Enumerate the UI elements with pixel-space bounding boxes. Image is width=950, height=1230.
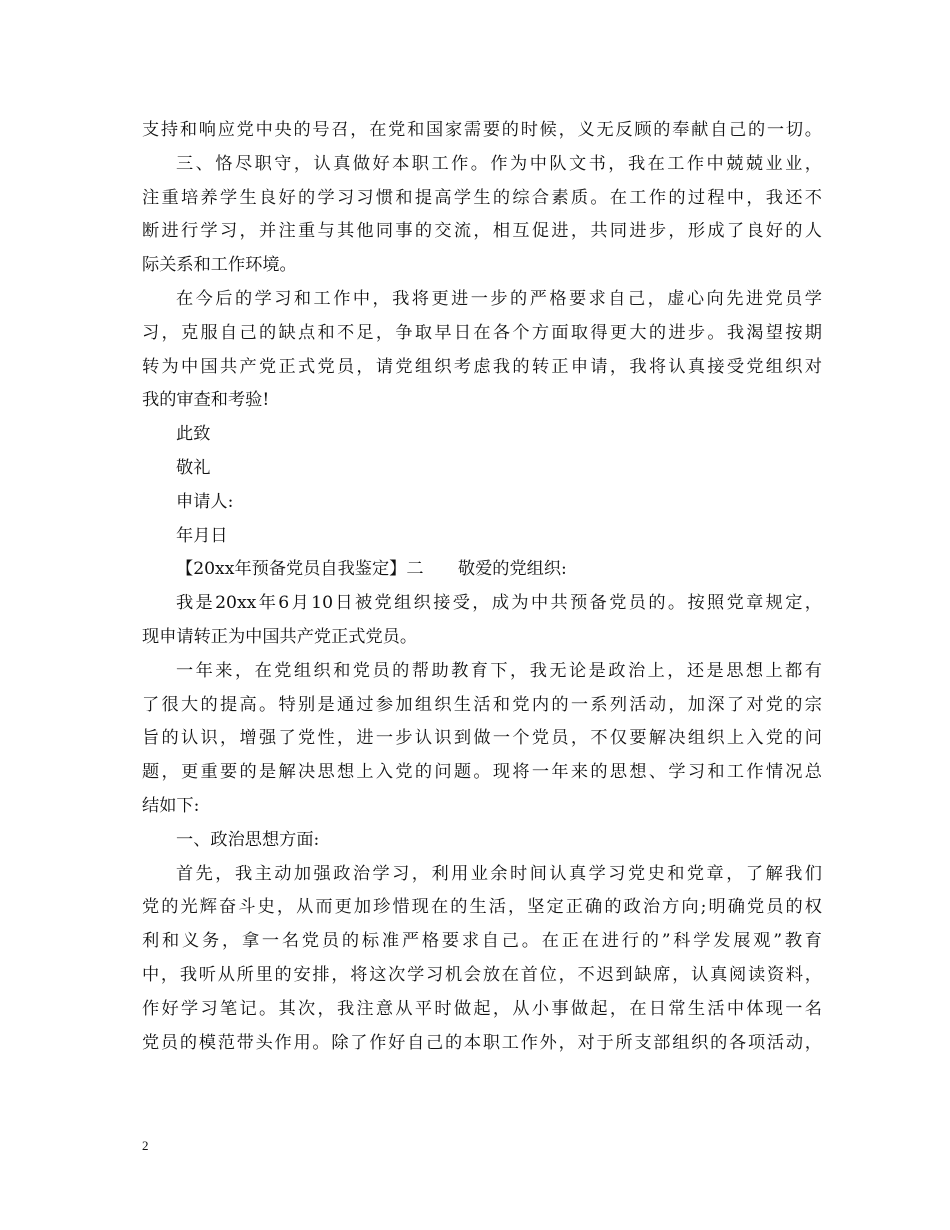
paragraph-line: 我的审查和考验! — [142, 390, 270, 411]
paragraph-line: 党的光辉奋斗史，从而更加珍惜现在的生活，坚定正确的政治方向;明确党员的权 — [142, 897, 822, 918]
paragraph-line: 题，更重要的是解决思想上入党的问题。现将一年来的思想、学习和工作情况总 — [142, 762, 822, 783]
document-body — [142, 114, 822, 1060]
paragraph-line: 首先，我主动加强政治学习，利用业余时间认真学习党史和党章，了解我们 — [176, 863, 822, 884]
paragraph-line: 断进行学习，并注重与其他同事的交流，相互促进，共同进步，形成了良好的人 — [142, 221, 822, 242]
section-heading: 【20xx年预备党员自我鉴定】二 敬爱的党组织: — [176, 559, 567, 580]
paragraph-line: 作好学习笔记。其次，我注意从平时做起，从小事做起，在日常生活中体现一名 — [142, 998, 822, 1019]
paragraph-line: 注重培养学生良好的学习习惯和提高学生的综合素质。在工作的过程中，我还不 — [142, 187, 822, 208]
paragraph-line: 中，我听从所里的安排，将这次学习机会放在首位，不迟到缺席，认真阅读资料， — [142, 964, 822, 985]
paragraph-line: 了很大的提高。特别是通过参加组织生活和党内的一系列活动，加深了对党的宗 — [142, 694, 822, 715]
paragraph-line: 在今后的学习和工作中，我将更进一步的严格要求自己，虚心向先进党员学 — [176, 288, 822, 309]
paragraph-line: 支持和响应党中央的号召，在党和国家需要的时候，义无反顾的奉献自己的一切。 — [142, 120, 822, 140]
paragraph-line: 我是20xx年6月10日被党组织接受，成为中共预备党员的。按照党章规定， — [176, 593, 822, 614]
date-label: 年月日 — [176, 525, 228, 546]
paragraph-line: 旨的认识，增强了党性，进一步认识到做一个党员，不仅要解决组织上入党的问 — [142, 728, 822, 749]
subsection-heading: 一、政治思想方面: — [176, 829, 320, 850]
applicant-label: 申请人: — [176, 491, 234, 512]
paragraph-line: 利和义务，拿一名党员的标准严格要求自己。在正在进行的”科学发展观”教育 — [142, 931, 822, 952]
page-number: 2 — [142, 1138, 149, 1153]
paragraph-line: 三、恪尽职守，认真做好本职工作。作为中队文书，我在工作中兢兢业业， — [176, 153, 822, 174]
closing-salutation: 此致 — [176, 424, 211, 445]
closing-regards: 敬礼 — [176, 457, 211, 478]
paragraph-line: 党员的模范带头作用。除了作好自己的本职工作外，对于所支部组织的各项活动， — [142, 1032, 822, 1053]
paragraph-line: 现申请转正为中国共产党正式党员。 — [142, 626, 418, 647]
paragraph-line: 转为中国共产党正式党员，请党组织考虑我的转正申请，我将认真接受党组织对 — [142, 356, 822, 377]
paragraph-line: 一年来，在党组织和党员的帮助教育下，我无论是政治上，还是思想上都有 — [176, 660, 822, 681]
paragraph-line: 际关系和工作环境。 — [142, 255, 297, 276]
paragraph-line: 结如下: — [142, 795, 200, 816]
paragraph-line: 习，克服自己的缺点和不足，争取早日在各个方面取得更大的进步。我渴望按期 — [142, 322, 822, 343]
